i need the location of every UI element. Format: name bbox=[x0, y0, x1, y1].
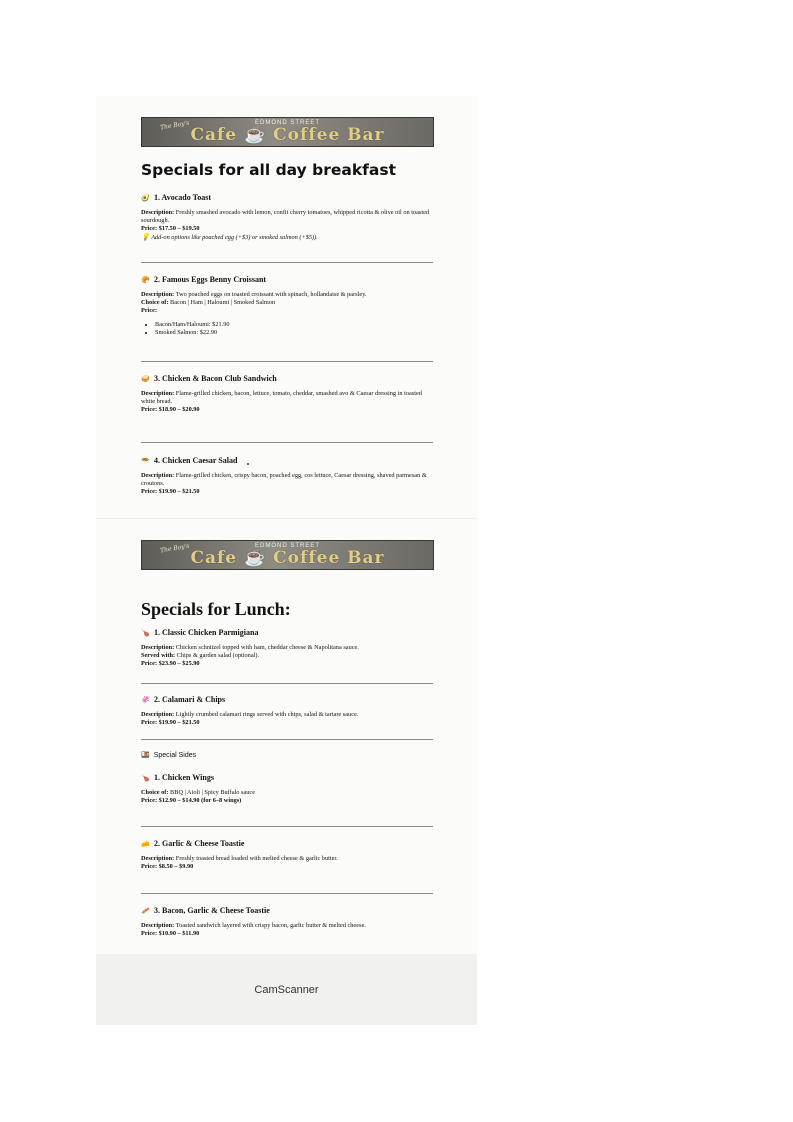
cheese-icon: 🧀 bbox=[141, 839, 150, 848]
divider bbox=[141, 683, 433, 684]
banner-the-boys: The Boy's bbox=[159, 119, 190, 132]
menu-item: 🍗 1. Chicken Wings Choice of: BBQ | Aioli | Spicy Buffalo sauce Price: $12.90 – $14.90 (for 6–8 wings) bbox=[141, 773, 256, 804]
bacon-icon: 🥓 bbox=[141, 906, 150, 915]
lunch-page bbox=[96, 518, 477, 955]
breakfast-heading: Specials for all day breakfast bbox=[141, 161, 397, 179]
sandwich-icon: 🥪 bbox=[141, 374, 150, 383]
item-price: $8.50 – $9.90 bbox=[157, 863, 194, 870]
menu-item: 🥪 3. Chicken & Bacon Club Sandwich Description: Flame-grilled chicken, bacon, lettuce, tomato, cheddar, smashed avo & Caesar dressing in toasted white bread. Price: $18.90 – $20.90 bbox=[141, 374, 422, 413]
item-price: $19.90 – $21.50 bbox=[157, 719, 200, 726]
item-description: Freshly toasted bread loaded with melted cheese & garlic butter. bbox=[174, 855, 338, 862]
item-description: Freshly smashed avocado with lemon, confit cherry tomatoes, whipped ricotta & olive oil on toasted sourdough. bbox=[141, 209, 430, 224]
menu-item: 🥓 3. Bacon, Garlic & Cheese Toastie Description: Toasted sandwich layered with crispy bacon, garlic butter & melted cheese. Price: $10.90 – $11.90 bbox=[141, 906, 366, 937]
item-description: Toasted sandwich layered with crispy bacon, garlic butter & melted cheese. bbox=[174, 922, 366, 929]
item-note: Add-on options like poached egg (+$3) or smoked salmon (+$5)). bbox=[151, 234, 318, 241]
special-sides-label: Special Sides bbox=[153, 751, 197, 759]
item-choice: Bacon | Ham | Haloumi | Smoked Salmon bbox=[168, 299, 276, 306]
menu-item: 🥗 4. Chicken Caesar Salad Description: Flame-grilled chicken, crispy bacon, poached egg, cos lettuce, Caesar dressing, shaved parmesan & croutons. Price: $19.90 – $21.50 bbox=[141, 456, 427, 495]
divider bbox=[141, 262, 433, 263]
item-description: Flame-grilled chicken, crispy bacon, poached egg, cos lettuce, Caesar dressing, shaved parmesan & croutons. bbox=[141, 472, 427, 487]
item-title: 2. Famous Eggs Benny Croissant bbox=[154, 275, 267, 284]
cafe-banner bbox=[141, 540, 434, 570]
item-title: 1. Avocado Toast bbox=[154, 193, 211, 202]
menu-item: 🥑 1. Avocado Toast Description: Freshly smashed avocado with lemon, confit cherry tomatoes, whipped ricotta & olive oil on toasted sourdough. Price: $17.50 – $19.50 💡 Add-on options like poached egg (+$3) or smoked salmon (+$5)). bbox=[141, 193, 430, 241]
drumstick-icon: 🍗 bbox=[141, 628, 150, 637]
camscanner-footer bbox=[96, 954, 477, 1025]
item-title: 3. Bacon, Garlic & Cheese Toastie bbox=[154, 906, 270, 915]
item-price: $18.90 – $20.90 bbox=[157, 406, 200, 413]
croissant-icon: 🥐 bbox=[141, 275, 150, 284]
item-title: 1. Classic Chicken Parmigiana bbox=[154, 628, 259, 637]
divider bbox=[141, 826, 433, 827]
item-description: Flame-grilled chicken, bacon, lettuce, tomato, cheddar, smashed avo & Caesar dressing in toasted white bread. bbox=[141, 390, 422, 405]
item-title: 2. Calamari & Chips bbox=[154, 695, 226, 704]
menu-item: 🍗 1. Classic Chicken Parmigiana Description: Chicken schnitzel topped with ham, cheddar cheese & Napolitana sauce. Served with: Chips & garden salad (optional). Price: $23.90 – $25.90 bbox=[141, 628, 359, 667]
divider bbox=[141, 361, 433, 362]
item-price: $19.90 – $21.50 bbox=[157, 488, 200, 495]
cafe-banner bbox=[141, 117, 434, 147]
divider bbox=[141, 442, 433, 443]
item-price: $10.90 – $11.90 bbox=[157, 930, 200, 937]
camscanner-watermark: CamScanner bbox=[254, 984, 319, 996]
item-choice: BBQ | Aioli | Spicy Buffalo sauce bbox=[168, 789, 256, 796]
item-description: Two poached eggs on toasted croissant with spinach, hollandaise & parsley. bbox=[174, 291, 367, 298]
item-description: Chicken schnitzel topped with ham, cheddar cheese & Napolitana sauce. bbox=[174, 644, 359, 651]
banner-street: EDMOND STREET bbox=[254, 120, 320, 126]
price-option: • Bacon/Ham/Haloumi: $21.90 bbox=[155, 321, 433, 329]
scan-speck bbox=[247, 463, 249, 465]
divider bbox=[141, 739, 433, 740]
salad-icon: 🥗 bbox=[141, 456, 150, 465]
bento-icon: 🍱 bbox=[141, 752, 150, 759]
item-served-with: Chips & garden salad (optional). bbox=[175, 652, 260, 659]
avocado-icon: 🥑 bbox=[141, 193, 150, 202]
menu-item: 🦑 2. Calamari & Chips Description: Lightly crumbed calamari rings served with chips, salad & tartare sauce. Price: $19.90 – $21.50 bbox=[141, 695, 359, 726]
item-title: 4. Chicken Caesar Salad bbox=[154, 456, 238, 465]
squid-icon: 🦑 bbox=[141, 695, 150, 704]
item-title: 2. Garlic & Cheese Toastie bbox=[154, 839, 245, 848]
banner-street: EDMOND STREET bbox=[254, 543, 320, 549]
item-title: 1. Chicken Wings bbox=[154, 773, 214, 782]
banner-the-boys: The Boy's bbox=[159, 542, 190, 555]
lightbulb-icon: 💡 bbox=[141, 233, 150, 241]
scanned-document bbox=[96, 96, 477, 1025]
item-title: 3. Chicken & Bacon Club Sandwich bbox=[154, 374, 277, 383]
banner-brand: Cafe ☕ Coffee Bar bbox=[190, 548, 385, 568]
divider bbox=[141, 893, 433, 894]
item-price: $12.90 – $14.90 (for 6–8 wings) bbox=[157, 797, 242, 804]
lunch-heading: Specials for Lunch: bbox=[141, 599, 291, 619]
breakfast-page bbox=[96, 96, 477, 518]
menu-item: 🧀 2. Garlic & Cheese Toastie Description: Freshly toasted bread loaded with melted cheese & garlic butter. Price: $8.50 – $9.90 bbox=[141, 839, 338, 870]
item-price: $23.90 – $25.90 bbox=[157, 660, 200, 667]
item-description: Lightly crumbed calamari rings served with chips, salad & tartare sauce. bbox=[174, 711, 359, 718]
item-price: $17.50 – $19.50 bbox=[157, 225, 200, 232]
banner-brand: Cafe ☕ Coffee Bar bbox=[190, 125, 385, 145]
special-sides-title bbox=[141, 751, 196, 759]
menu-item: 🥐 2. Famous Eggs Benny Croissant Description: Two poached eggs on toasted croissant with spinach, hollandaise & parsley. Choice of: Bacon | Ham | Haloumi | Smoked Salmon Price: • Bacon/Ham/Haloumi: $21.90 • Smoked Salmon: $22.90 bbox=[141, 275, 433, 337]
drumstick-icon: 🍗 bbox=[141, 773, 150, 782]
price-option: • Smoked Salmon: $22.90 bbox=[155, 329, 433, 337]
